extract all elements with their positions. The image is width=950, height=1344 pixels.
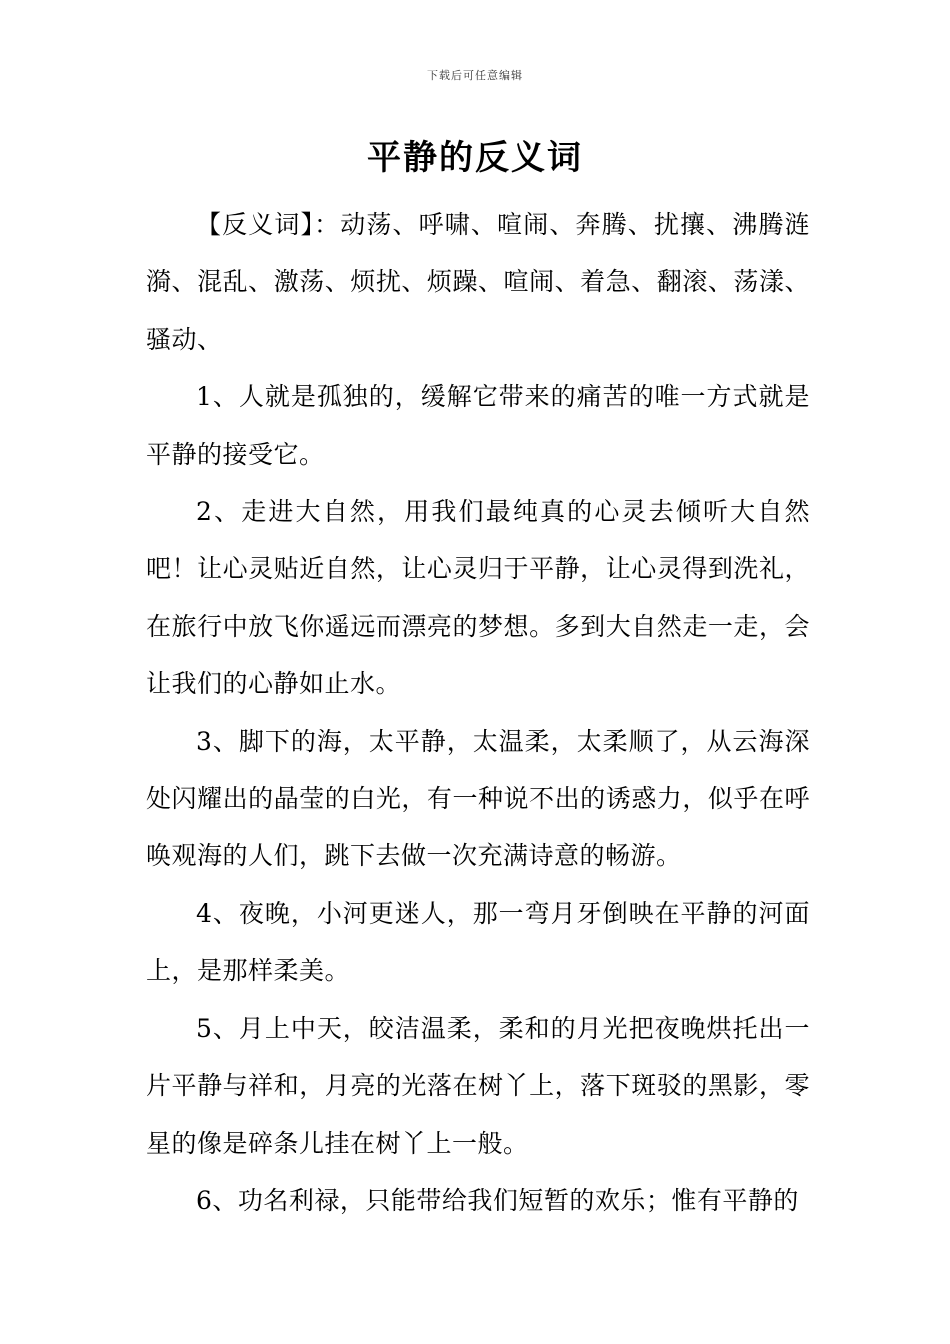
- page-title: 平静的反义词: [367, 138, 583, 178]
- paragraph-6: 6、功名利禄，只能带给我们短暂的欢乐；惟有平静的: [196, 1185, 799, 1215]
- paragraph-5: 5、月上中天，皎洁温柔，柔和的月光把夜晚烘托出一片平静与祥和，月亮的光落在树丫上，落下斑驳的黑影，零星的像是碎条儿挂在树丫上一般。: [146, 1013, 810, 1158]
- paragraph-1: 1、人就是孤独的，缓解它带来的痛苦的唯一方式就是平静的接受它。: [146, 382, 810, 469]
- paragraph-3: 3、脚下的海，太平静，太温柔，太柔顺了，从云海深处闪耀出的晶莹的白光，有一种说不出的诱惑力，似乎在呼唤观海的人们，跳下去做一次充满诗意的畅游。: [146, 726, 810, 871]
- header-note: 下载后可任意编辑: [427, 69, 523, 82]
- document-body: [146, 196, 810, 1229]
- paragraph-antonyms: 【反义词】：动荡、呼啸、喧闹、奔腾、扰攘、沸腾涟漪、混乱、激荡、烦扰、烦躁、喧闹、着急、翻滚、荡漾、骚动、: [146, 210, 810, 354]
- paragraph-4: 4、夜晚，小河更迷人，那一弯月牙倒映在平静的河面上，是那样柔美。: [146, 898, 810, 986]
- paragraph-2: 2、走进大自然，用我们最纯真的心灵去倾听大自然吧！让心灵贴近自然，让心灵归于平静，让心灵得到洗礼，在旅行中放飞你遥远而漂亮的梦想。多到大自然走一走，会让我们的心静如止水。: [146, 497, 810, 699]
